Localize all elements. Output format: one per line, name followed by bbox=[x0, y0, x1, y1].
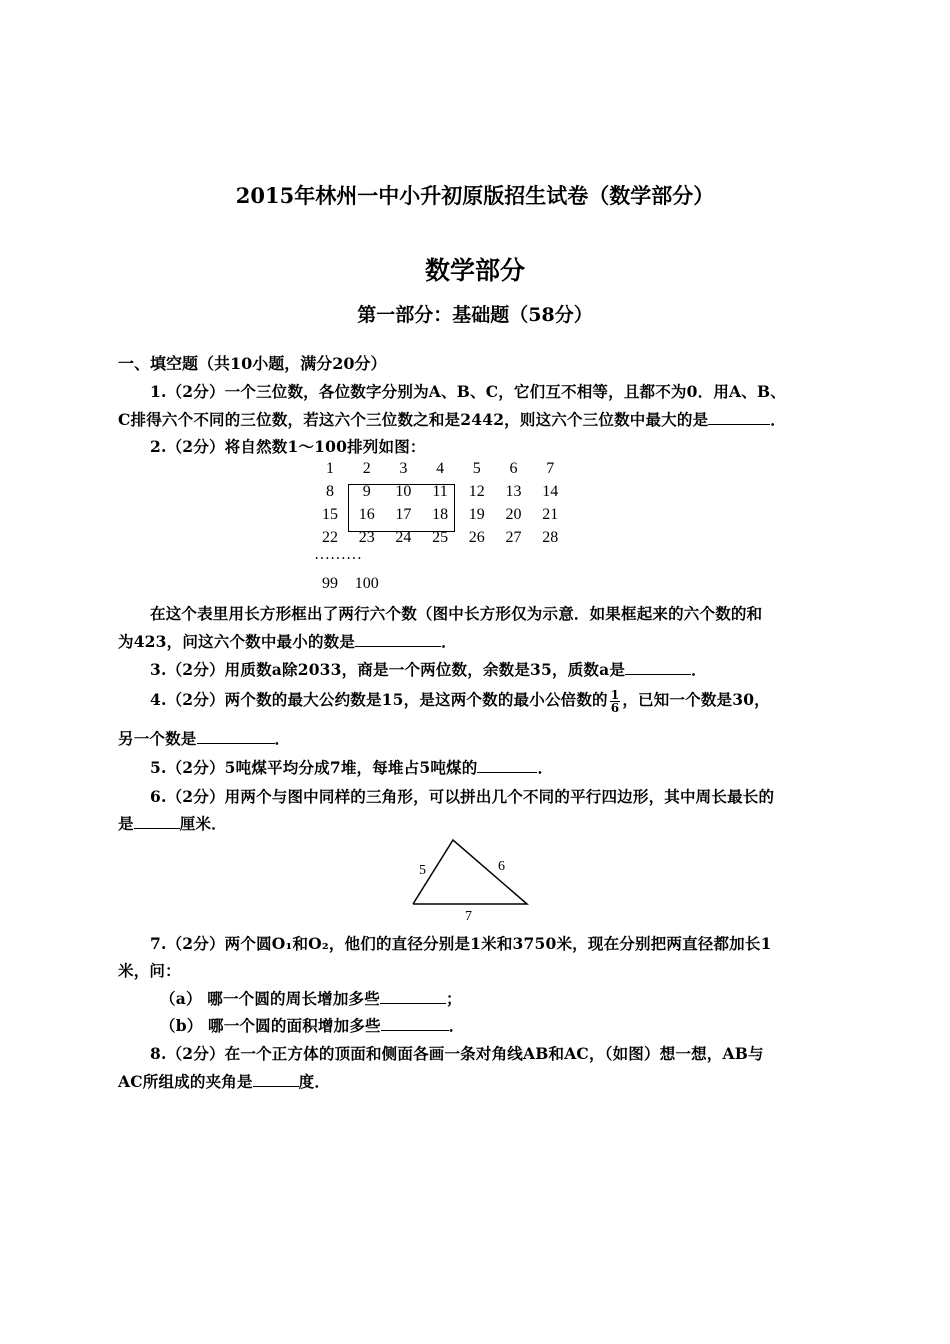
grid-cell: 14 bbox=[542, 483, 559, 500]
grid-cell: 27 bbox=[505, 529, 522, 546]
q7-part-a bbox=[160, 987, 462, 1009]
q7-line1: 7.（2分）两个圆O₁和O₂，他们的直径分别是1米和3750米，现在分别把两直径都加长1 bbox=[150, 934, 772, 953]
page-title: 2015年林州一中小升初原版招生试卷（数学部分） bbox=[235, 183, 715, 208]
grid-cell: 12 bbox=[468, 483, 485, 500]
grid-cell: 15 bbox=[322, 506, 338, 523]
q3-text: 3.（2分）用质数a除2033，商是一个两位数，余数是35，质数a是 bbox=[150, 660, 626, 679]
q2-line3 bbox=[118, 630, 457, 652]
q7b-answer-blank[interactable] bbox=[381, 1015, 449, 1031]
triangle-side-bottom: 7 bbox=[465, 909, 472, 924]
grid-cell: 16 bbox=[358, 506, 375, 523]
section-heading: 数学部分 bbox=[424, 256, 525, 285]
grid-cell: 19 bbox=[468, 506, 485, 523]
grid-cell: 5 bbox=[472, 460, 481, 477]
grid-cell: 7 bbox=[546, 460, 555, 477]
q6-line2 bbox=[118, 812, 227, 834]
grid-ellipsis: ……… bbox=[314, 546, 362, 563]
q2-line1: 2.（2分）将自然数1～100排列如图： bbox=[150, 437, 426, 456]
q2-answer-blank[interactable] bbox=[355, 631, 441, 647]
grid-cell: 28 bbox=[542, 529, 559, 546]
q7a-tail: ； bbox=[445, 989, 462, 1008]
q4-line1 bbox=[150, 688, 770, 714]
q7-part-b bbox=[160, 1014, 464, 1036]
q3-period: ． bbox=[691, 660, 707, 679]
q1-answer-blank[interactable] bbox=[708, 409, 770, 425]
grid-cell: 13 bbox=[505, 483, 522, 500]
grid-cell: 18 bbox=[432, 506, 449, 523]
grid-cell: 8 bbox=[326, 483, 334, 500]
q8-line1: 8.（2分）在一个正方体的顶面和侧面各画一条对角线AB和AC，（如图）想一想，AB与 bbox=[150, 1044, 764, 1063]
q2-line2: 在这个表里用长方形框出了两行六个数（图中长方形仅为示意．如果框起来的六个数的和 bbox=[150, 604, 763, 623]
q7a-answer-blank[interactable] bbox=[380, 988, 446, 1004]
q1-line1: 1.（2分）一个三位数，各位数字分别为A、B、C，它们互不相等，且都不为0．用A、B、 bbox=[150, 382, 786, 401]
grid-cell: 1 bbox=[326, 460, 334, 477]
q1-period: ． bbox=[770, 410, 786, 429]
q1-text: C排得六个不同的三位数，若这六个三位数之和是2442，则这六个三位数中最大的是 bbox=[118, 410, 709, 429]
q8-line2 bbox=[118, 1070, 330, 1092]
fraction-denominator: 6 bbox=[610, 700, 620, 715]
q4-answer-blank[interactable] bbox=[197, 728, 275, 744]
grid-cell: 2 bbox=[362, 460, 371, 477]
q5-period: ． bbox=[537, 758, 554, 777]
q8-answer-blank[interactable] bbox=[253, 1071, 299, 1087]
grid-cell: 25 bbox=[432, 529, 449, 546]
question-group-heading: 一、填空题（共10小题，满分20分） bbox=[118, 354, 387, 373]
grid-cell-last-row: 99 bbox=[322, 575, 338, 592]
triangle-side-left: 5 bbox=[419, 863, 426, 878]
q7a-text: （a） 哪一个圆的周长增加多些 bbox=[160, 989, 380, 1008]
triangle-figure bbox=[405, 836, 545, 924]
fraction-numerator: 1 bbox=[610, 687, 620, 702]
q4-text: 4.（2分）两个数的最大公约数是15，是这两个数的最小公倍数的 bbox=[150, 690, 608, 709]
q4-period: ． bbox=[274, 729, 291, 748]
q8-text-b: 度． bbox=[298, 1072, 331, 1091]
grid-cell: 4 bbox=[436, 460, 445, 477]
q5-line bbox=[150, 756, 553, 778]
q4-text-tail: ，已知一个数是30， bbox=[622, 690, 770, 709]
q7b-text: （b） 哪一个圆的面积增加多些 bbox=[160, 1016, 381, 1035]
q6-text-a: 是 bbox=[118, 814, 134, 833]
q6-answer-blank[interactable] bbox=[134, 813, 180, 829]
triangle-shape bbox=[413, 840, 527, 904]
grid-cell: 3 bbox=[399, 460, 408, 477]
q6-line1: 6.（2分）用两个与图中同样的三角形，可以拼出几个不同的平行四边形，其中周长最长的 bbox=[150, 787, 775, 806]
grid-cell-last-row: 100 bbox=[354, 575, 379, 592]
q7b-period: ． bbox=[448, 1016, 465, 1035]
grid-cell: 6 bbox=[509, 460, 518, 477]
grid-cell: 9 bbox=[362, 483, 371, 500]
q3-line bbox=[150, 658, 707, 680]
q2-period: ． bbox=[441, 632, 457, 651]
grid-selection-rectangle bbox=[348, 484, 455, 532]
grid-cell: 10 bbox=[395, 483, 412, 500]
q8-text-a: AC所组成的夹角是 bbox=[118, 1072, 253, 1091]
q4-fraction bbox=[610, 689, 621, 714]
triangle-side-right: 6 bbox=[498, 859, 505, 874]
grid-cell: 17 bbox=[395, 506, 412, 523]
q3-answer-blank[interactable] bbox=[625, 659, 691, 675]
q5-answer-blank[interactable] bbox=[477, 757, 537, 773]
grid-cell: 22 bbox=[322, 529, 338, 546]
q6-text-b: 厘米． bbox=[179, 814, 227, 833]
q4-text2: 另一个数是 bbox=[118, 729, 197, 748]
grid-cell: 23 bbox=[358, 529, 375, 546]
q7-line2: 米，问： bbox=[118, 961, 181, 980]
q4-line2 bbox=[118, 727, 290, 749]
grid-cell: 26 bbox=[468, 529, 485, 546]
q5-text: 5.（2分）5吨煤平均分成7堆，每堆占5吨煤的 bbox=[150, 758, 478, 777]
grid-cell: 21 bbox=[542, 506, 559, 523]
part-heading: 第一部分：基础题（58分） bbox=[357, 304, 593, 326]
q2-text: 为423，问这六个数中最小的数是 bbox=[118, 632, 356, 651]
grid-cell: 11 bbox=[432, 483, 448, 500]
q1-line2 bbox=[118, 408, 786, 430]
grid-cell: 24 bbox=[395, 529, 412, 546]
grid-cell: 20 bbox=[505, 506, 522, 523]
